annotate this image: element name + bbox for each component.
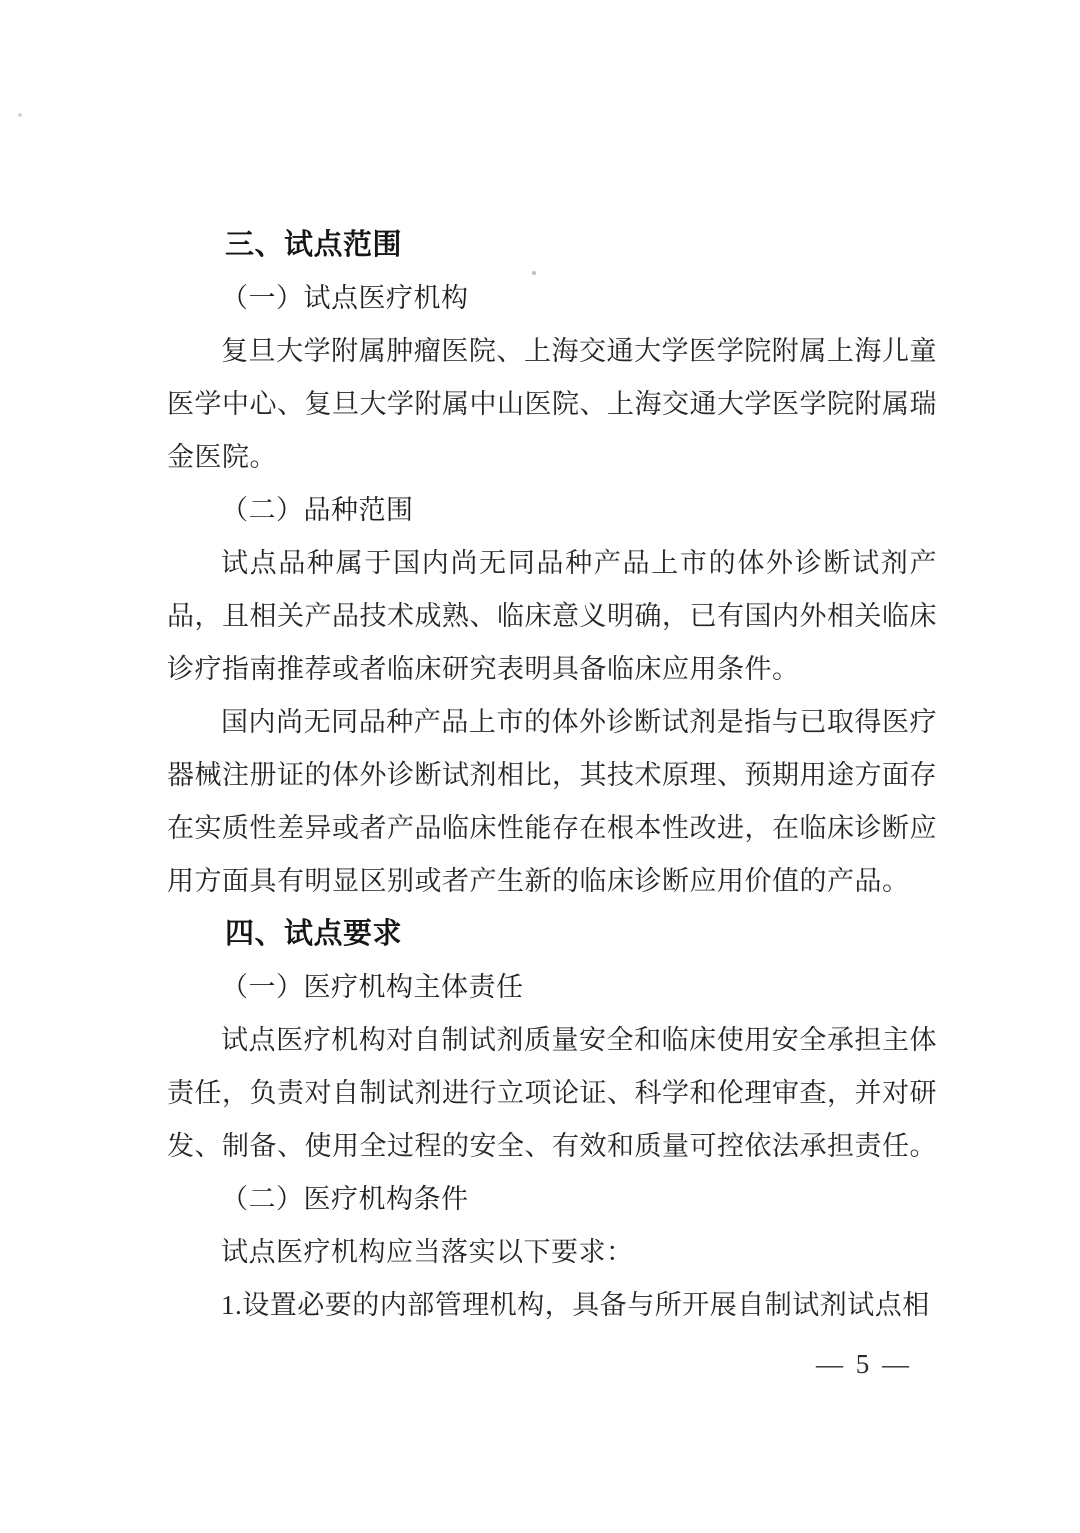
scan-speck <box>18 113 22 117</box>
paragraph: 试点医疗机构对自制试剂质量安全和临床使用安全承担主体责任，负责对自制试剂进行立项论证、科学和伦理审查，并对研发、制备、使用全过程的安全、有效和质量可控依法承担责任。 <box>167 1025 937 1161</box>
paragraph: 试点品种属于国内尚无同品种产品上市的体外诊断试剂产品，且相关产品技术成熟、临床意义明确，已有国内外相关临床诊疗指南推荐或者临床研究表明具备临床应用条件。 <box>167 548 937 684</box>
paragraph: 试点医疗机构应当落实以下要求： <box>221 1237 634 1267</box>
sub-heading: （二）医疗机构条件 <box>221 1184 469 1214</box>
paragraph: 1.设置必要的内部管理机构，具备与所开展自制试剂试点相 <box>221 1290 930 1320</box>
sub-heading: （二）品种范围 <box>221 495 414 525</box>
section-heading: 四、试点要求 <box>225 918 403 950</box>
paragraph: 复旦大学附属肿瘤医院、上海交通大学医学院附属上海儿童医学中心、复旦大学附属中山医院、上海交通大学医学院附属瑞金医院。 <box>167 336 937 472</box>
page-number: — 5 — <box>816 1349 912 1379</box>
paragraph: 国内尚无同品种产品上市的体外诊断试剂是指与已取得医疗器械注册证的体外诊断试剂相比，其技术原理、预期用途方面存在实质性差异或者产品临床性能存在根本性改进，在临床诊断应用方面具有明显区别或者产生新的临床诊断应用价值的产品。 <box>167 707 937 896</box>
section-heading: 三、试点范围 <box>225 229 403 261</box>
sub-heading: （一）试点医疗机构 <box>221 283 469 313</box>
sub-heading: （一）医疗机构主体责任 <box>221 972 524 1002</box>
document-body <box>167 219 937 1332</box>
